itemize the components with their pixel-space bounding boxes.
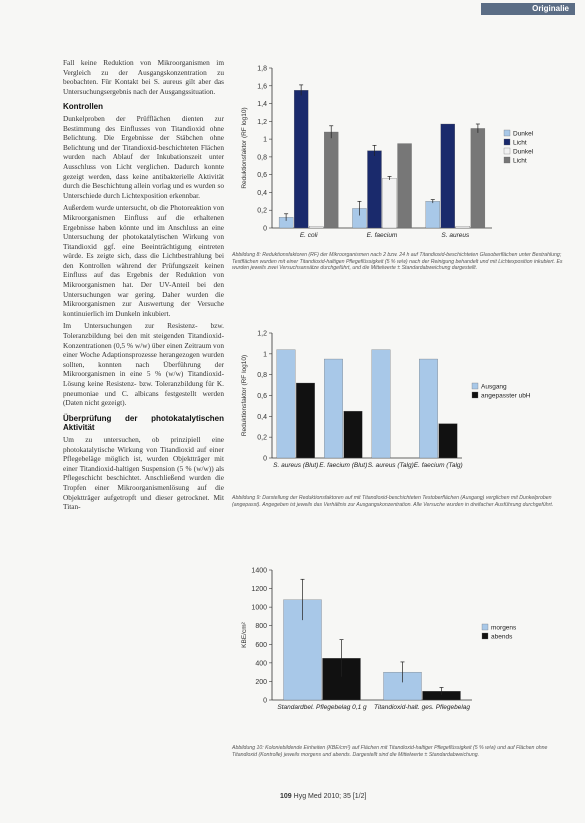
legend-swatch bbox=[504, 148, 510, 154]
y-tick-label: 1 bbox=[263, 136, 267, 144]
bar bbox=[324, 359, 342, 458]
y-tick-label: 1400 bbox=[251, 567, 267, 575]
bar bbox=[294, 90, 308, 228]
chart-cfu-per-cm2 bbox=[232, 562, 572, 737]
page-number: 109 bbox=[280, 793, 292, 800]
y-tick-label: 0,2 bbox=[257, 434, 267, 442]
bar bbox=[439, 424, 457, 458]
y-tick-label: 1200 bbox=[251, 586, 267, 594]
y-tick-label: 0 bbox=[263, 697, 267, 705]
bar bbox=[344, 411, 362, 458]
paragraph: Fall keine Reduktion von Mikroorganismen im Vergleich zu der Ausgangskonzentration zu beobachten. Für Kontakt bei S. aureus gilt aber das Untersuchungsergebnis nach der Ausgangssituation. bbox=[63, 58, 224, 96]
legend-swatch bbox=[472, 383, 478, 389]
legend-label: abends bbox=[491, 633, 513, 641]
bar bbox=[419, 359, 437, 458]
y-axis-label: Reduktionsfaktor (RF log10) bbox=[241, 354, 248, 437]
y-tick-label: 0,4 bbox=[257, 189, 267, 197]
bar bbox=[324, 132, 338, 228]
x-tick-label: E. faecium (Blut) bbox=[319, 462, 368, 469]
y-tick-label: 0 bbox=[263, 455, 267, 463]
legend-swatch bbox=[482, 633, 488, 639]
left-text-column bbox=[63, 58, 224, 515]
legend-label: Licht bbox=[513, 157, 527, 165]
x-tick-label: E. faecium bbox=[366, 232, 398, 239]
legend-swatch bbox=[472, 392, 478, 398]
section-heading: Überprüfung der photokatalytischen Aktivität bbox=[63, 413, 224, 433]
x-tick-label: S. aureus (Blut) bbox=[273, 462, 319, 469]
y-tick-label: 0,8 bbox=[257, 154, 267, 162]
y-axis-label: Reduktionsfaktor (RF log10) bbox=[241, 107, 248, 189]
legend-swatch bbox=[504, 130, 510, 136]
bar bbox=[383, 178, 397, 228]
paragraph: Außerdem wurde untersucht, ob die Photoreaktion von Mikroorganismen Einfluss auf die erhaltenen Ergebnisse haben könnte und im Anschluss an eine Untersuchung der photokatalytischen Wirkung von Titandioxid ggf. eine Beeinträchtigung eintreten würde. Es zeigte sich, dass die Lichtbestrahlung bei den Kontrollen während der Prüfungszeit keinen Einfluss auf das Ergebnis der Reduktion von Mikroorganismen hat. Der UV-Anteil bei den Untersuchungen war gering. Daher wurden die Mikroorganismen zur Auswertung der Versuche kontinuierlich im Dunkeln inkubiert. bbox=[63, 203, 224, 318]
y-tick-label: 600 bbox=[255, 641, 267, 649]
x-tick-label: E. coli bbox=[299, 232, 318, 239]
paragraph: Um zu untersuchen, ob prinzipiell eine photokatalytische Wirkung von Titandioxid auf einer Pflegebeläge möglich ist, wurden Objektträger mit einer Titandioxid-haltigen Suspension (5 % (w/w)) als Pflegeschicht beschichtet. Anschließend wurden die Tropfen einer Mikroorganismenlösung auf die Objektträger aufgetropft und dieser getrocknet. Mit Titan- bbox=[63, 434, 224, 512]
y-tick-label: 1,6 bbox=[257, 83, 267, 91]
y-tick-label: 1,2 bbox=[257, 330, 267, 338]
legend-label: Ausgang bbox=[481, 383, 507, 391]
y-tick-label: 1,4 bbox=[257, 101, 267, 109]
bar bbox=[296, 383, 314, 458]
legend-label: Dunkel bbox=[513, 148, 534, 156]
y-tick-label: 0 bbox=[263, 225, 267, 233]
y-tick-label: 1 bbox=[263, 351, 267, 359]
y-tick-label: 1,2 bbox=[257, 118, 267, 126]
legend-label: morgens bbox=[491, 624, 517, 632]
bar bbox=[367, 151, 381, 228]
paragraph: Im Untersuchungen zur Resistenz- bzw. Toleranzbildung bei den mit steigenden Titandioxid-Konzentrationen (0,5 % w/w) über einen Zeitraum von einer Woche Adaptionsprozesse herangezogen wurden sollten, konnten nach Überführung der Mikroorganismen in eine 5 % (w/w) Titandioxid-Lösung keine Resistenz- bzw. Toleranzbildung für K. pneumoniae und C. albicans festgestellt werden (Daten nicht gezeigt). bbox=[63, 321, 224, 408]
y-tick-label: 0,6 bbox=[257, 172, 267, 180]
y-tick-label: 400 bbox=[255, 660, 267, 668]
y-tick-label: 0,2 bbox=[257, 207, 267, 215]
y-tick-label: 1,8 bbox=[257, 65, 267, 73]
figure-caption: Abbildung 9: Darstellung der Reduktionsfaktoren auf mit Titandioxid-beschichteten Testoberflächen (Ausgang) verglichen mit Dunkelproben (angepasst). Angegeben ist jeweils das Verhältnis zur Ausgangskonzentration. Alle Versuche wurden in dreifacher Ausführung durchgeführt. bbox=[232, 495, 554, 508]
section-tag: Originalie bbox=[481, 3, 575, 15]
bar bbox=[441, 124, 455, 228]
x-tick-label: S. aureus (Talg) bbox=[367, 462, 414, 469]
y-tick-label: 0,8 bbox=[257, 372, 267, 380]
x-tick-label: Titandioxid-halt. ges. Pflegebelag bbox=[373, 704, 471, 711]
chart-reduction-factor-organic-load bbox=[232, 325, 572, 490]
x-tick-label: E. faecium (Talg) bbox=[413, 462, 463, 469]
bar bbox=[456, 226, 470, 228]
journal-citation: Hyg Med 2010; 35 [1/2] bbox=[293, 793, 367, 800]
y-axis-label: KBE/cm² bbox=[241, 622, 248, 648]
y-tick-label: 200 bbox=[255, 678, 267, 686]
y-tick-label: 1000 bbox=[251, 604, 267, 612]
legend-swatch bbox=[504, 157, 510, 163]
y-tick-label: 0,6 bbox=[257, 393, 267, 400]
figure-caption: Abbildung 10: Koloniebildende Einheiten (KBE/cm²) auf Flächen mit Titandioxid-haltiger Pflegeflüssigkeit (5 % w/w) und auf Flächen ohne Titandioxid (Kontrolle) jeweils morgens und abends. Dargestellt sind die Mittelwerte ± Standardabweichung. bbox=[232, 745, 548, 758]
bar bbox=[426, 201, 440, 228]
bar bbox=[372, 350, 390, 458]
legend-label: angepasster ubH bbox=[481, 392, 531, 400]
bar bbox=[471, 128, 485, 228]
y-tick-label: 800 bbox=[255, 623, 267, 631]
paragraph: Dunkelproben der Prüfflächen dienten zur Bestimmung des Einflusses von Titandioxid ohne Belichtung. Die Ergebnisse der Stäbchen ohne Belichtung und der Titandioxid-beschichteten Flächen wurden nach Ablauf der Inkubationszeit unter Ausschluss von Licht verglichen. Dadurch konnte gezeigt werden, dass keine antibakterielle Aktivität durch die Beschichtung allein vorlag und es wurden so Unterschiede durch Lichtexposition erkennbar. bbox=[63, 113, 224, 200]
bar bbox=[277, 350, 295, 458]
legend-label: Dunkel bbox=[513, 130, 534, 138]
page-footer bbox=[280, 793, 366, 800]
x-tick-label: Standardbel. Pflegebelag 0,1 g bbox=[277, 704, 367, 711]
legend-swatch bbox=[482, 624, 488, 630]
legend-swatch bbox=[504, 139, 510, 145]
bar bbox=[398, 144, 412, 228]
x-tick-label: S. aureus bbox=[441, 232, 470, 239]
chart-reduction-factor-light bbox=[232, 60, 572, 250]
figure-caption: Abbildung 8: Reduktionsfaktoren (RF) der Mikroorganismen nach 2 bzw. 24 h auf Titandioxid-beschichteten Glasoberflächen unter Bestrahlung; Testflächen wurden mit einer Titandioxid-haltigen Pflegeflüssigkeit (5 % w/w) nach der Reinigung behandelt und mit Lichtexposition inkubiert. Es wurden jeweils zwei Versuchsansätze durchgeführt, und die Mittelwerte ± Standardabweichung dargestellt. bbox=[232, 252, 563, 272]
legend-label: Licht bbox=[513, 139, 527, 147]
section-heading: Kontrollen bbox=[63, 102, 103, 112]
y-tick-label: 0,4 bbox=[257, 413, 267, 421]
bar bbox=[309, 226, 323, 228]
